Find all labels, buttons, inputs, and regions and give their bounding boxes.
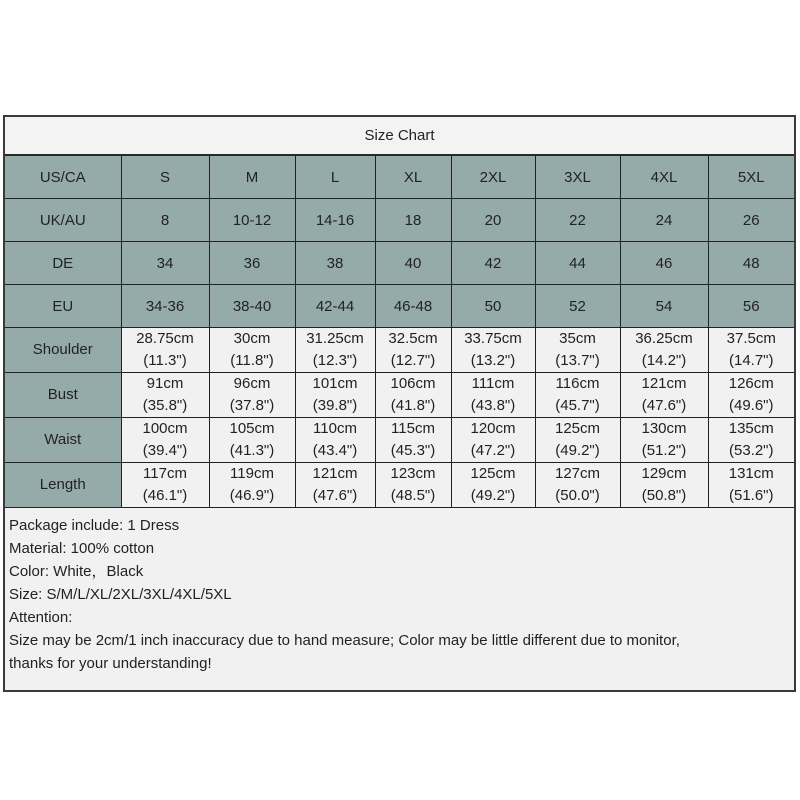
cm-value: 121cm: [312, 465, 358, 482]
size-cell: 44: [535, 242, 620, 285]
cm-value: 116cm: [555, 375, 600, 392]
chart-title: Size Chart: [5, 117, 794, 156]
inch-value: (53.2"): [728, 442, 774, 459]
measure-row-waist: [5, 418, 794, 463]
measure-cell: [209, 328, 295, 373]
size-cell: 36: [209, 242, 295, 285]
measure-cell: [708, 418, 794, 463]
size-cell: XL: [375, 156, 451, 199]
cm-value: 91cm: [146, 375, 184, 392]
inch-value: (51.6"): [728, 487, 774, 504]
cm-value: 126cm: [728, 375, 774, 392]
size-cell: 50: [451, 285, 535, 328]
cm-value: 135cm: [728, 420, 774, 437]
size-cell: 46-48: [375, 285, 451, 328]
cm-value: 125cm: [554, 420, 601, 437]
measure-cell: [535, 463, 620, 508]
size-cell: 18: [375, 199, 451, 242]
inch-value: (48.5"): [390, 487, 436, 504]
size-table: [5, 156, 794, 508]
inch-value: (47.6"): [641, 397, 687, 414]
cm-value: 37.5cm: [726, 330, 776, 347]
inch-value: (14.7"): [728, 352, 774, 369]
note-line: Package include: 1 Dress: [9, 517, 180, 534]
row-header: UK/AU: [5, 199, 121, 242]
size-cell: 14-16: [295, 199, 375, 242]
note-line: Size: S/M/L/XL/2XL/3XL/4XL/5XL: [9, 586, 232, 603]
size-cell: 54: [620, 285, 708, 328]
cm-value: 120cm: [470, 420, 516, 437]
size-cell: 38-40: [209, 285, 295, 328]
size-cell: 38: [295, 242, 375, 285]
note-line: Size may be 2cm/1 inch inaccuracy due to hand measure; Color may be little different due to monitor,: [9, 632, 680, 649]
size-cell: M: [209, 156, 295, 199]
row-header: DE: [5, 242, 121, 285]
row-header: Bust: [5, 373, 121, 418]
cm-value: 35cm: [559, 330, 596, 347]
inch-value: (13.2"): [470, 352, 516, 369]
cm-value: 127cm: [554, 465, 601, 482]
size-cell: 20: [451, 199, 535, 242]
measure-cell: [535, 328, 620, 373]
inch-value: (50.0"): [555, 487, 600, 504]
measure-cell: [451, 373, 535, 418]
measure-cell: [295, 373, 375, 418]
size-row-eu: [5, 285, 794, 328]
inch-value: (12.3"): [312, 352, 358, 369]
measure-cell: [708, 373, 794, 418]
cm-value: 28.75cm: [136, 330, 194, 347]
measure-row-shoulder: [5, 328, 794, 373]
size-chart: [3, 115, 796, 692]
measure-cell: [451, 463, 535, 508]
cm-value: 31.25cm: [306, 330, 364, 347]
product-notes: [5, 508, 794, 675]
measure-cell: [375, 373, 451, 418]
cm-value: 33.75cm: [464, 330, 522, 347]
measure-cell: [295, 418, 375, 463]
inch-value: (49.6"): [728, 397, 774, 414]
note-line: Attention:: [9, 609, 73, 626]
measure-row-length: [5, 463, 794, 508]
inch-value: (41.3"): [229, 442, 275, 459]
inch-value: (39.4"): [142, 442, 188, 459]
size-cell: 10-12: [209, 199, 295, 242]
cm-value: 117cm: [143, 465, 187, 482]
inch-value: (51.2"): [641, 442, 687, 459]
row-header: Length: [5, 463, 121, 508]
inch-value: (43.4"): [312, 442, 358, 459]
inch-value: (14.2"): [641, 352, 687, 369]
measure-cell: [375, 418, 451, 463]
size-cell: 56: [708, 285, 794, 328]
size-cell: S: [121, 156, 209, 199]
inch-value: (49.2"): [470, 487, 516, 504]
measure-cell: [620, 463, 708, 508]
measure-cell: [708, 328, 794, 373]
row-header: EU: [5, 285, 121, 328]
size-cell: 42: [451, 242, 535, 285]
measure-cell: [121, 328, 209, 373]
measure-row-bust: [5, 373, 794, 418]
cm-value: 123cm: [390, 465, 436, 482]
size-cell: L: [295, 156, 375, 199]
cm-value: 105cm: [229, 420, 275, 437]
measure-cell: [295, 463, 375, 508]
cm-value: 130cm: [641, 420, 687, 437]
inch-value: (49.2"): [555, 442, 600, 459]
cm-value: 121cm: [641, 375, 687, 392]
cm-value: 106cm: [390, 375, 436, 392]
size-cell: 46: [620, 242, 708, 285]
inch-value: (46.1"): [142, 487, 188, 504]
inch-value: (11.3"): [143, 352, 187, 369]
note-line: Color: White，Black: [9, 563, 144, 580]
inch-value: (12.7"): [390, 352, 436, 369]
inch-value: (13.7"): [555, 352, 600, 369]
cm-value: 111cm: [471, 375, 515, 392]
inch-value: (45.7"): [555, 397, 600, 414]
cm-value: 30cm: [233, 330, 271, 347]
measure-cell: [451, 418, 535, 463]
measure-cell: [121, 373, 209, 418]
inch-value: (35.8"): [142, 397, 188, 414]
cm-value: 115cm: [391, 420, 435, 437]
measure-cell: [535, 373, 620, 418]
size-cell: 24: [620, 199, 708, 242]
measure-cell: [451, 328, 535, 373]
row-header: Shoulder: [5, 328, 121, 373]
size-row-uk-au: [5, 199, 794, 242]
cm-value: 101cm: [312, 375, 358, 392]
measure-cell: [209, 373, 295, 418]
inch-value: (45.3"): [390, 442, 436, 459]
inch-value: (46.9"): [229, 487, 275, 504]
cm-value: 129cm: [641, 465, 687, 482]
size-cell: 48: [708, 242, 794, 285]
inch-value: (41.8"): [390, 397, 436, 414]
inch-value: (11.8"): [230, 352, 274, 369]
size-cell: 4XL: [620, 156, 708, 199]
inch-value: (47.2"): [470, 442, 516, 459]
measure-cell: [375, 463, 451, 508]
measure-cell: [620, 418, 708, 463]
size-row-us-ca: [5, 156, 794, 199]
note-line: thanks for your understanding!: [9, 655, 212, 672]
measure-cell: [375, 328, 451, 373]
size-row-de: [5, 242, 794, 285]
cm-value: 32.5cm: [388, 330, 438, 347]
measure-cell: [209, 418, 295, 463]
measure-cell: [708, 463, 794, 508]
size-cell: 52: [535, 285, 620, 328]
size-cell: 8: [121, 199, 209, 242]
size-cell: 34: [121, 242, 209, 285]
measure-cell: [295, 328, 375, 373]
cm-value: 119cm: [230, 465, 274, 482]
cm-value: 96cm: [233, 375, 271, 392]
measure-cell: [209, 463, 295, 508]
cm-value: 110cm: [313, 420, 357, 437]
size-cell: 5XL: [708, 156, 794, 199]
inch-value: (47.6"): [312, 487, 358, 504]
note-line: Material: 100% cotton: [9, 540, 155, 557]
size-cell: 22: [535, 199, 620, 242]
measure-cell: [620, 328, 708, 373]
cm-value: 36.25cm: [635, 330, 693, 347]
row-header: US/CA: [5, 156, 121, 199]
cm-value: 100cm: [142, 420, 188, 437]
size-cell: 26: [708, 199, 794, 242]
cm-value: 131cm: [728, 465, 774, 482]
size-cell: 34-36: [121, 285, 209, 328]
size-cell: 2XL: [451, 156, 535, 199]
inch-value: (50.8"): [641, 487, 687, 504]
size-cell: 3XL: [535, 156, 620, 199]
measure-cell: [620, 373, 708, 418]
measure-cell: [121, 418, 209, 463]
cm-value: 125cm: [470, 465, 516, 482]
inch-value: (39.8"): [312, 397, 358, 414]
size-cell: 40: [375, 242, 451, 285]
inch-value: (37.8"): [229, 397, 275, 414]
row-header: Waist: [5, 418, 121, 463]
measure-cell: [535, 418, 620, 463]
measure-cell: [121, 463, 209, 508]
size-cell: 42-44: [295, 285, 375, 328]
inch-value: (43.8"): [470, 397, 516, 414]
